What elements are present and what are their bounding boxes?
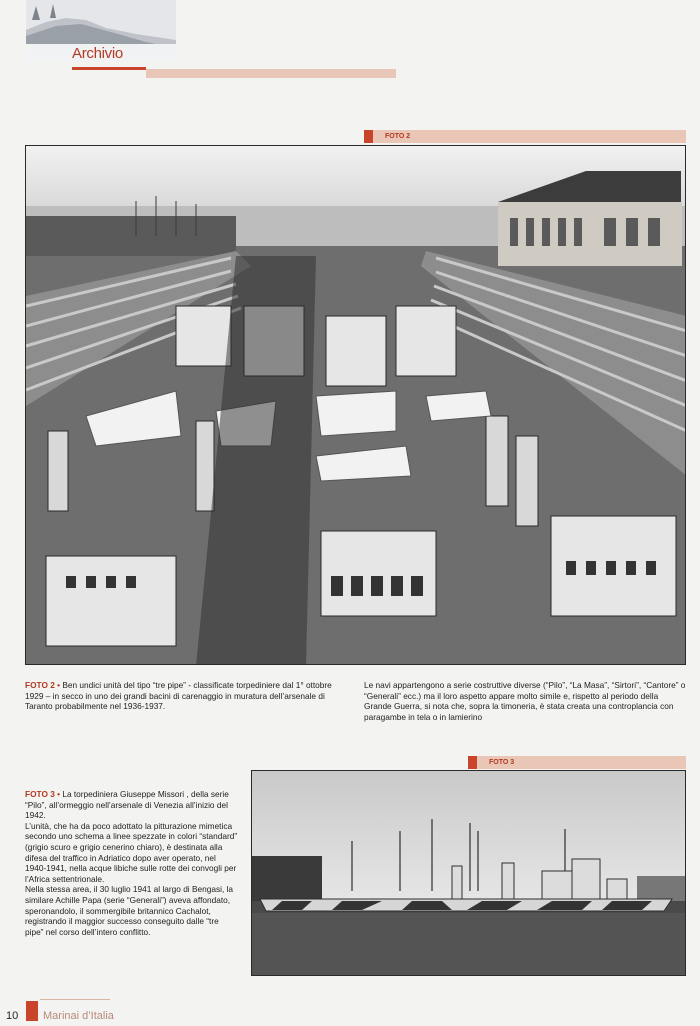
foto2-caption-right-text: Le navi appartengono a serie costruttive diverse (“Pilo”, “La Masa”, “Sirtori”, “Cantore” o “Generali” ecc.) ma il loro aspetto appare molto simile e, rispetto al periodo della Grande Guerra, si nota che, sopra la timoneria, è stata creata una controplancia con paragambe in tela o in lamierino — [364, 680, 686, 722]
page-number: 10 — [6, 1010, 19, 1022]
foto2-drydock-photo — [25, 145, 686, 665]
foto2-caption — [25, 680, 352, 712]
header-rule — [146, 69, 396, 78]
foto2-caption-continued — [364, 680, 686, 722]
foto3-caption-lead: FOTO 3 • — [25, 789, 61, 799]
foto2-tab: FOTO 2 — [364, 130, 686, 143]
foto3-caption-paragraph-1 — [25, 789, 239, 821]
foto3-caption-p2: L’unità, che ha da poco adottato la pitturazione mimetica secondo uno schema a linee spezzate in colori “standard” (grigio scuro e grigio cenerino chiaro), è destinata alla difesa del traffico in Adriatico dopo aver operato, nel 1940-1941, nella acque libiche sulle rotte dei convogli per l’Africa settentrionale. — [25, 820, 238, 884]
magazine-name: Marinai d’Italia — [43, 1010, 114, 1022]
foto3-torpedo-boat-photo — [251, 770, 686, 976]
footer-accent-block — [26, 1001, 38, 1021]
foto3-caption-p3: Nella stessa area, il 30 luglio 1941 al largo di Bengasi, la similare Achille Papa (serie “Generali”) aveva affondato, speronandolo, il sommergibile britannico Cachalot, registrando il maggior successo conseguito dalle “tre pipe” nel corso dell’intero conflitto. — [25, 884, 234, 937]
foto2-caption-text: Ben undici unità del tipo “tre pipe” - classificate torpediniere dal 1° ottobre 1929 – in secco in uno dei grandi bacini di carenaggio in muratura dell’arsenale di Taranto probabilmente nel 1936-1937. — [25, 680, 332, 712]
foto3-tab: FOTO 3 — [468, 756, 686, 769]
foto3-caption — [25, 789, 239, 937]
foto3-caption-p1: La torpediniera Giuseppe Missori , della serie “Pilo”, all’ormeggio nell’arsenale di Venezia all’inizio del 1942. — [25, 789, 229, 821]
section-title: Archivio — [72, 45, 123, 62]
footer-rule — [40, 999, 110, 1000]
header-accent-line — [72, 67, 146, 70]
foto2-caption-lead: FOTO 2 • — [25, 680, 61, 690]
